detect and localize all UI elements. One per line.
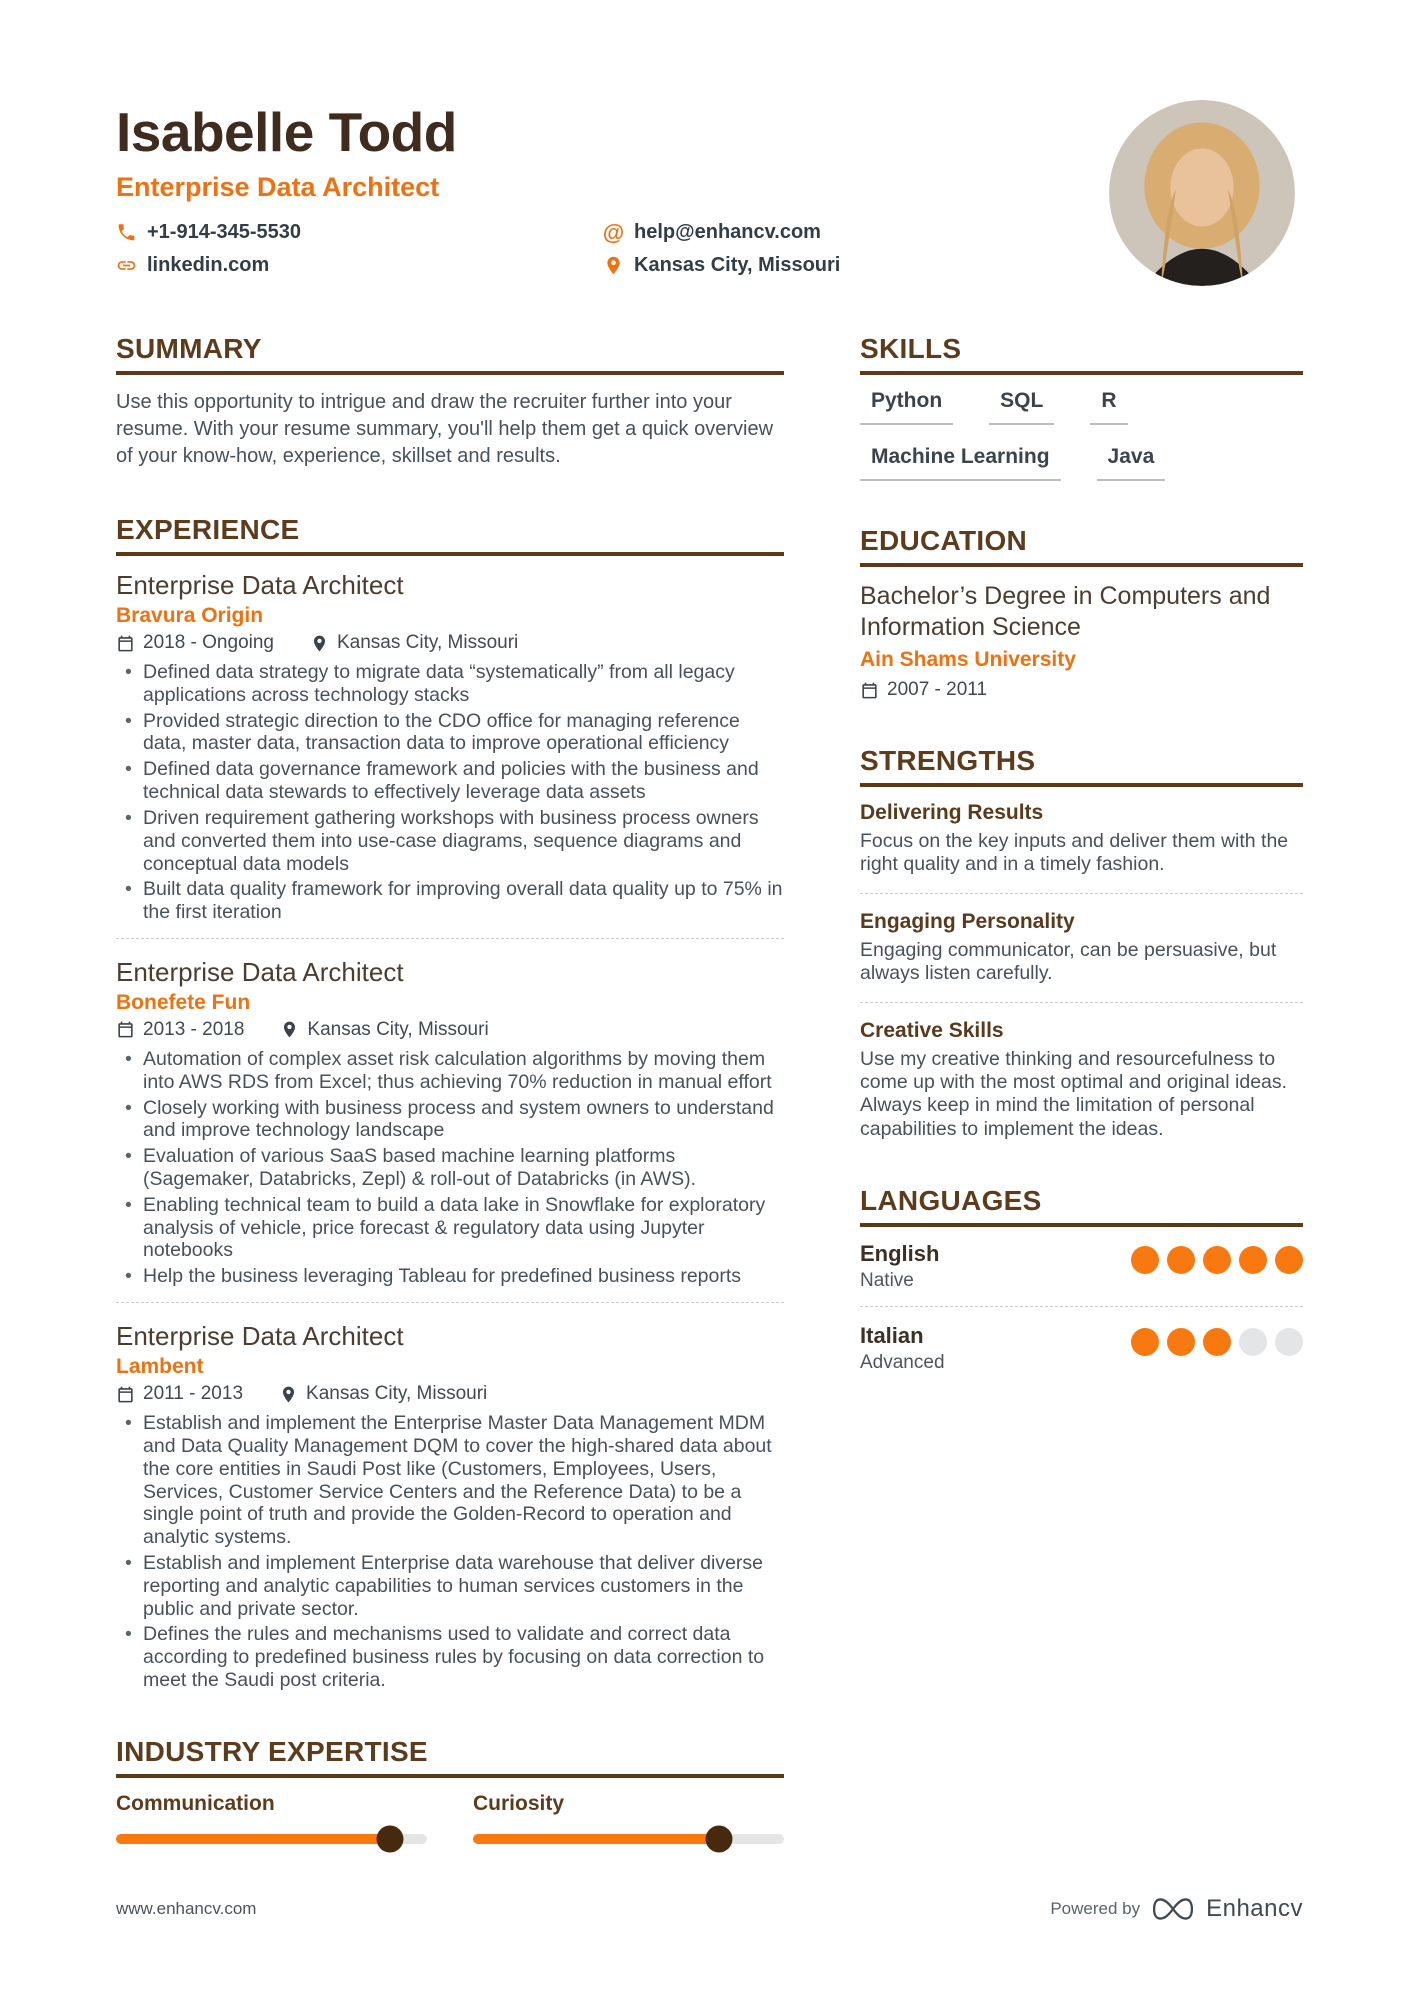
- summary-heading: SUMMARY: [116, 333, 784, 375]
- strength-title: Engaging Personality: [860, 909, 1075, 933]
- linkedin-contact[interactable]: [116, 254, 603, 277]
- job-dates: [116, 1383, 243, 1405]
- languages-heading: LANGUAGES: [860, 1185, 1303, 1227]
- job-dates: [116, 632, 274, 654]
- job-bullet: • Provided strategic direction to the CDO office for managing reference data, master data, transaction data to improve operational efficiency: [116, 710, 784, 756]
- language-item: [860, 1241, 1303, 1292]
- email-contact[interactable]: [603, 221, 840, 244]
- job-bullet: • Closely working with business process and system owners to understand and improve technology landscape: [116, 1097, 784, 1143]
- job-bullets: [116, 661, 784, 924]
- job-bullet: • Defined data governance framework and policies with the business and technical data stewards to effectively leverage data assets: [116, 758, 784, 804]
- job-bullet: • Defines the rules and mechanisms used to validate and correct data according to predefined business rules by focusing on data correction to meet the Saudi post criteria.: [116, 1623, 784, 1691]
- skill-tag: Java: [1097, 445, 1166, 481]
- right-column: [860, 333, 1303, 1844]
- strength-title: Creative Skills: [860, 1018, 1004, 1042]
- dot-filled: [1203, 1246, 1231, 1274]
- expertise-slider-fill: [473, 1834, 719, 1844]
- skills-heading: SKILLS: [860, 333, 1303, 375]
- skill-list: [860, 389, 1303, 481]
- calendar-icon: [860, 681, 879, 700]
- expertise-item: [473, 1792, 784, 1844]
- strength-item: [860, 1002, 1303, 1142]
- job-bullet: • Enabling technical team to build a data lake in Snowflake for exploratory analysis of vehicle, price forecast & regulatory data using Jupyter notebooks: [116, 1194, 784, 1262]
- header: [116, 100, 1303, 286]
- strengths-section: [860, 745, 1303, 1141]
- left-column: [116, 333, 784, 1844]
- dot-empty: [1275, 1328, 1303, 1356]
- footer-website-link[interactable]: www.enhancv.com: [116, 1899, 257, 1918]
- job-entry: [116, 570, 784, 924]
- expertise-slider[interactable]: [116, 1834, 427, 1844]
- industry-expertise-section: [116, 1736, 784, 1844]
- summary-section: [116, 333, 784, 470]
- job-bullet: • Driven requirement gathering workshops with business process owners and converted them into use-case diagrams, sequence diagrams and conceptual data models: [116, 807, 784, 875]
- degree-title: Bachelor’s Degree in Computers and Information Science: [860, 582, 1271, 641]
- at-icon: @: [602, 219, 625, 245]
- job-meta: [116, 1019, 784, 1041]
- expertise-label: Curiosity: [473, 1791, 565, 1815]
- email-address: help@enhancv.com: [634, 221, 821, 243]
- enhancv-logo-icon: [1152, 1895, 1194, 1923]
- contact-list: [116, 221, 840, 277]
- job-dates-text: 2018 - Ongoing: [143, 632, 274, 653]
- strength-text: Engaging communicator, can be persuasive, but always listen carefully.: [860, 938, 1277, 985]
- strength-item: [860, 893, 1303, 986]
- summary-text: Use this opportunity to intrigue and draw the recruiter further into your resume. With your resume summary, you'll help them get a quick overview of your know-how, experience, skillset and results.: [116, 391, 774, 467]
- language-proficiency-dots: [1131, 1246, 1303, 1274]
- job-entry: [116, 1302, 784, 1692]
- powered-by-label: Powered by: [1050, 1899, 1141, 1918]
- link-icon: [116, 255, 137, 276]
- dot-filled: [1167, 1328, 1195, 1356]
- dot-empty: [1239, 1328, 1267, 1356]
- dot-filled: [1239, 1246, 1267, 1274]
- strength-title: Delivering Results: [860, 801, 1044, 824]
- location-pin-icon: [310, 634, 329, 653]
- job-bullet: • Establish and implement the Enterprise Master Data Management MDM and Data Quality Management DQM to cover the high-shared data about the core entities in Saudi Post like (Customers, Employees, Users, Services, Customer Service Centers and the Reference Data) to be a single point of truth and provide the Golden-Record to operation and analytic systems.: [116, 1412, 784, 1549]
- dot-filled: [1203, 1328, 1231, 1356]
- expertise-slider-fill: [116, 1834, 390, 1844]
- job-title: Enterprise Data Architect: [116, 570, 404, 600]
- job-bullets: [116, 1412, 784, 1692]
- dot-filled: [1131, 1246, 1159, 1274]
- job-title: Enterprise Data Architect: [116, 956, 404, 987]
- job-bullet: • Evaluation of various SaaS based machine learning platforms (Sagemaker, Databricks, Zepl) & roll-out of Databricks (in AWS).: [116, 1145, 784, 1191]
- calendar-icon: [116, 1385, 135, 1404]
- strength-text: Focus on the key inputs and deliver them with the right quality and in a timely fashion.: [860, 830, 1289, 876]
- content-columns: [116, 333, 1303, 1844]
- dot-filled: [1167, 1246, 1195, 1274]
- job-bullet: • Establish and implement Enterprise data warehouse that deliver diverse reporting and analytic capabilities to human services customers in the public and private sector.: [116, 1552, 784, 1620]
- linkedin-url: linkedin.com: [147, 254, 270, 276]
- job-location-text: Kansas City, Missouri: [307, 1018, 489, 1040]
- job-dates: [116, 1019, 244, 1041]
- language-level: Advanced: [860, 1352, 945, 1374]
- brand-wordmark: Enhancv: [1206, 1895, 1303, 1922]
- job-location: [280, 1019, 488, 1041]
- job-bullet: • Built data quality framework for improving overall data quality up to 75% in the first iteration: [116, 878, 784, 924]
- job-location: [279, 1383, 487, 1405]
- strength-list: [860, 801, 1303, 1141]
- job-bullet: • Defined data strategy to migrate data “systematically” from all legacy applications across technology stacks: [116, 661, 784, 707]
- job-title: Enterprise Data Architect: [116, 1321, 404, 1352]
- phone-number: +1-914-345-5530: [147, 221, 302, 243]
- language-level: Native: [860, 1270, 914, 1292]
- expertise-item: [116, 1792, 427, 1844]
- expertise-list: [116, 1792, 784, 1844]
- dot-filled: [1275, 1246, 1303, 1274]
- language-list: [860, 1241, 1303, 1374]
- experience-heading: EXPERIENCE: [116, 514, 784, 556]
- phone-icon: [116, 222, 137, 243]
- strengths-heading: STRENGTHS: [860, 745, 1303, 787]
- strength-item: [860, 801, 1303, 877]
- education-section: [860, 525, 1303, 701]
- expertise-slider[interactable]: [473, 1834, 784, 1844]
- job-list: [116, 570, 784, 1692]
- language-item: [860, 1306, 1303, 1374]
- location-contact: [603, 254, 840, 277]
- calendar-icon: [116, 634, 135, 653]
- company-name: Bonefete Fun: [116, 990, 251, 1014]
- skill-tag: Machine Learning: [860, 445, 1061, 481]
- job-bullet: • Automation of complex asset risk calculation algorithms by moving them into AWS RDS from Excel; thus achieving 70% reduction in manual effort: [116, 1048, 784, 1094]
- job-bullet: • Help the business leveraging Tableau for predefined business reports: [116, 1265, 784, 1288]
- company-name: Lambent: [116, 1355, 204, 1379]
- job-location-text: Kansas City, Missouri: [306, 1383, 488, 1405]
- language-proficiency-dots: [1131, 1328, 1303, 1356]
- location-pin-icon: [603, 255, 624, 276]
- job-dates-text: 2011 - 2013: [143, 1383, 244, 1405]
- languages-section: [860, 1185, 1303, 1374]
- expertise-slider-knob[interactable]: [705, 1825, 732, 1852]
- calendar-icon: [116, 1020, 135, 1039]
- language-name: Italian: [860, 1323, 924, 1349]
- school-name: Ain Shams University: [860, 648, 1076, 671]
- header-text-block: [116, 100, 840, 277]
- strength-text: Use my creative thinking and resourcefulness to come up with the most optimal and original ideas. Always keep in mind the limitation of personal capabilities to implement the ideas.: [860, 1047, 1288, 1140]
- job-meta: [116, 1383, 784, 1405]
- education-dates: [860, 679, 987, 701]
- job-location-text: Kansas City, Missouri: [337, 632, 519, 653]
- skills-section: [860, 333, 1303, 481]
- education-meta: [860, 679, 1303, 701]
- education-dates-text: 2007 - 2011: [887, 679, 988, 700]
- company-name: Bravura Origin: [116, 604, 264, 627]
- location-pin-icon: [279, 1385, 298, 1404]
- footer: [116, 1895, 1303, 1923]
- language-info: [860, 1241, 939, 1292]
- experience-section: [116, 514, 784, 1692]
- job-dates-text: 2013 - 2018: [143, 1018, 245, 1040]
- education-heading: EDUCATION: [860, 525, 1303, 567]
- powered-by[interactable]: [1050, 1895, 1303, 1923]
- skill-tag: Python: [860, 389, 953, 425]
- language-name: English: [860, 1241, 940, 1267]
- expertise-slider-knob[interactable]: [376, 1825, 403, 1852]
- skill-tag: SQL: [989, 389, 1054, 425]
- job-entry: [116, 938, 784, 1288]
- skill-tag: R: [1090, 389, 1127, 425]
- dot-filled: [1131, 1328, 1159, 1356]
- industry-expertise-heading: INDUSTRY EXPERTISE: [116, 1736, 784, 1778]
- expertise-label: Communication: [116, 1791, 275, 1815]
- job-bullets: [116, 1048, 784, 1288]
- location-pin-icon: [280, 1020, 299, 1039]
- avatar: [1109, 100, 1295, 286]
- language-info: [860, 1323, 945, 1374]
- person-name: Isabelle Todd: [116, 101, 457, 163]
- job-meta: [116, 632, 784, 654]
- location-text: Kansas City, Missouri: [634, 254, 841, 276]
- phone-contact[interactable]: [116, 221, 603, 244]
- job-location: [310, 632, 518, 654]
- person-headline: Enterprise Data Architect: [116, 172, 440, 202]
